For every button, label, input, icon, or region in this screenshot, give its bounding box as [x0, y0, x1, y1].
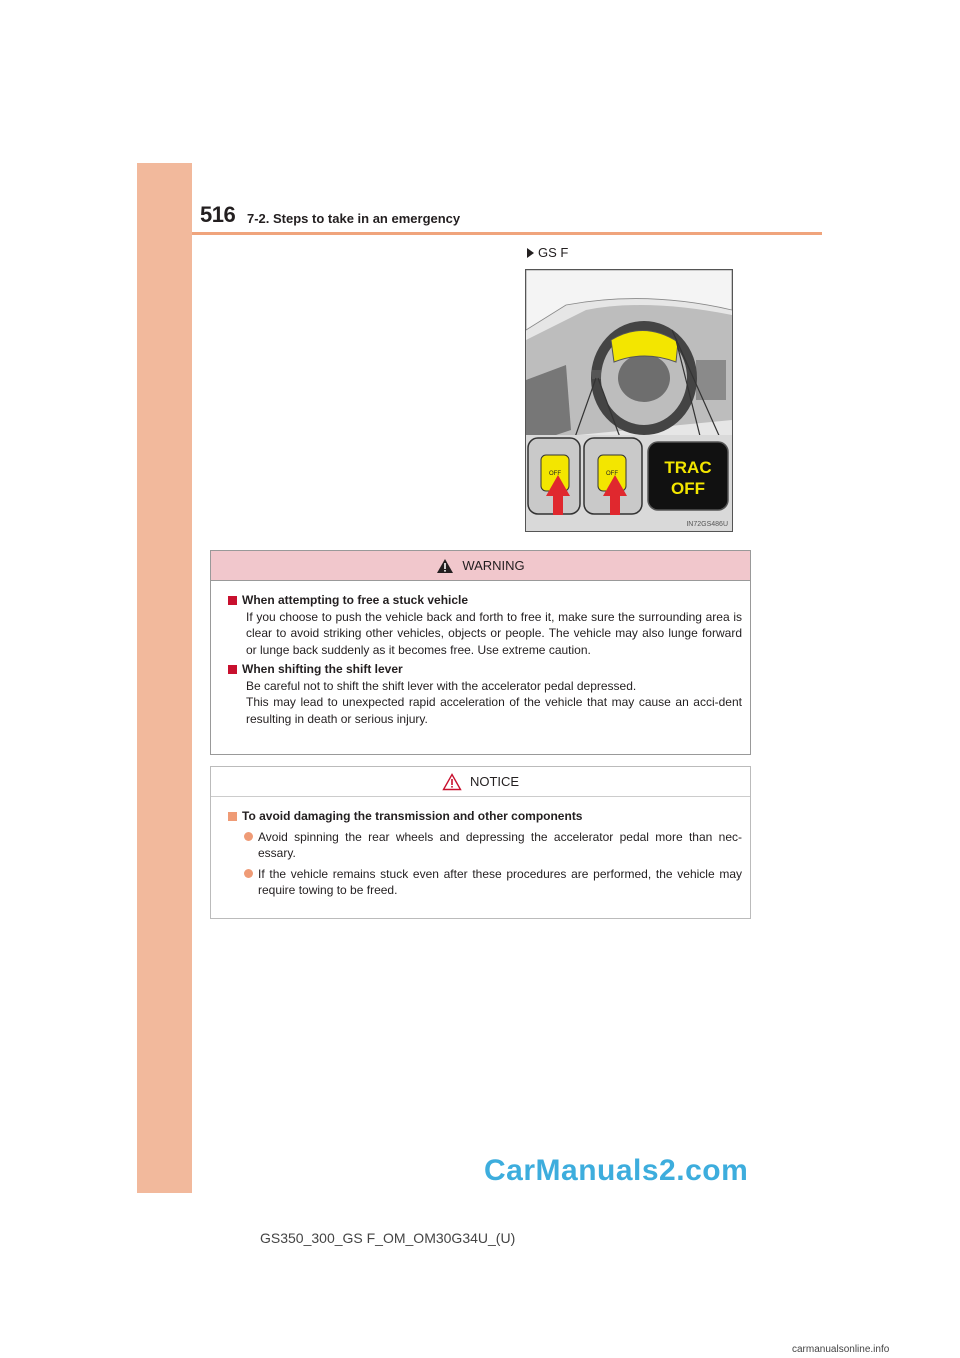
- square-bullet-icon: [228, 665, 237, 674]
- variant-label-text: GS F: [538, 245, 569, 260]
- header-rule: [192, 232, 822, 235]
- square-bullet-icon: [228, 596, 237, 605]
- switch-location-marker: [592, 370, 601, 379]
- notice-triangle-icon: [442, 773, 462, 791]
- warning-title: WARNING: [462, 558, 525, 573]
- triangle-marker-icon: [527, 248, 534, 258]
- warning-item-heading: When shifting the shift lever: [228, 661, 742, 678]
- circle-bullet-icon: [244, 869, 253, 878]
- warning-item-text: Be careful not to shift the shift lever with the accelerator pedal depressed.: [246, 678, 637, 693]
- variant-label: [527, 245, 568, 260]
- switch-label-left: OFF: [549, 471, 561, 477]
- watermark-small: carmanualsonline.info: [792, 1344, 890, 1355]
- dashboard-illustration: [525, 269, 733, 532]
- warning-triangle-icon: [436, 558, 454, 574]
- switch-label-right: OFF: [606, 471, 618, 477]
- trac-off-line1: TRAC: [664, 458, 712, 477]
- notice-title: NOTICE: [469, 774, 520, 789]
- page-number: 516: [200, 202, 236, 227]
- warning-item-text: This may lead to unexpected rapid acceleration of the vehicle that may cause an acci-dent resulting in death or serious injury.: [246, 695, 742, 726]
- notice-heading: To avoid damaging the transmission and other components: [228, 808, 742, 825]
- section-title: 7-2. Steps to take in an emergency: [247, 211, 461, 226]
- dashboard-drawing: [526, 270, 732, 531]
- warning-item-text: If you choose to push the vehicle back and forth to free it, make sure the surrounding area is clear to avoid striking other vehicles, objects or people. The vehicle may also lunge forward or lunge back suddenly as it becomes free. Use extreme caution.: [246, 609, 742, 657]
- notice-bullet: Avoid spinning the rear wheels and depressing the accelerator pedal more than nec-essary.: [228, 829, 742, 862]
- warning-box: [210, 550, 751, 755]
- square-bullet-icon: [228, 812, 237, 821]
- trac-off-line2: OFF: [671, 479, 705, 498]
- notice-box: [210, 766, 751, 919]
- footer-code: GS350_300_GS F_OM_OM30G34U_(U): [260, 1230, 516, 1246]
- circle-bullet-icon: [244, 832, 253, 841]
- notice-header: [211, 767, 750, 797]
- notice-bullet: If the vehicle remains stuck even after these procedures are performed, the vehicle may require towing to be freed.: [228, 866, 742, 899]
- warning-header: [211, 551, 750, 581]
- warning-item-heading: When attempting to free a stuck vehicle: [228, 592, 742, 609]
- illustration-code: IN72GS486U: [686, 521, 728, 528]
- watermark: CarManuals2.com: [484, 1154, 749, 1187]
- side-band: [137, 163, 192, 1193]
